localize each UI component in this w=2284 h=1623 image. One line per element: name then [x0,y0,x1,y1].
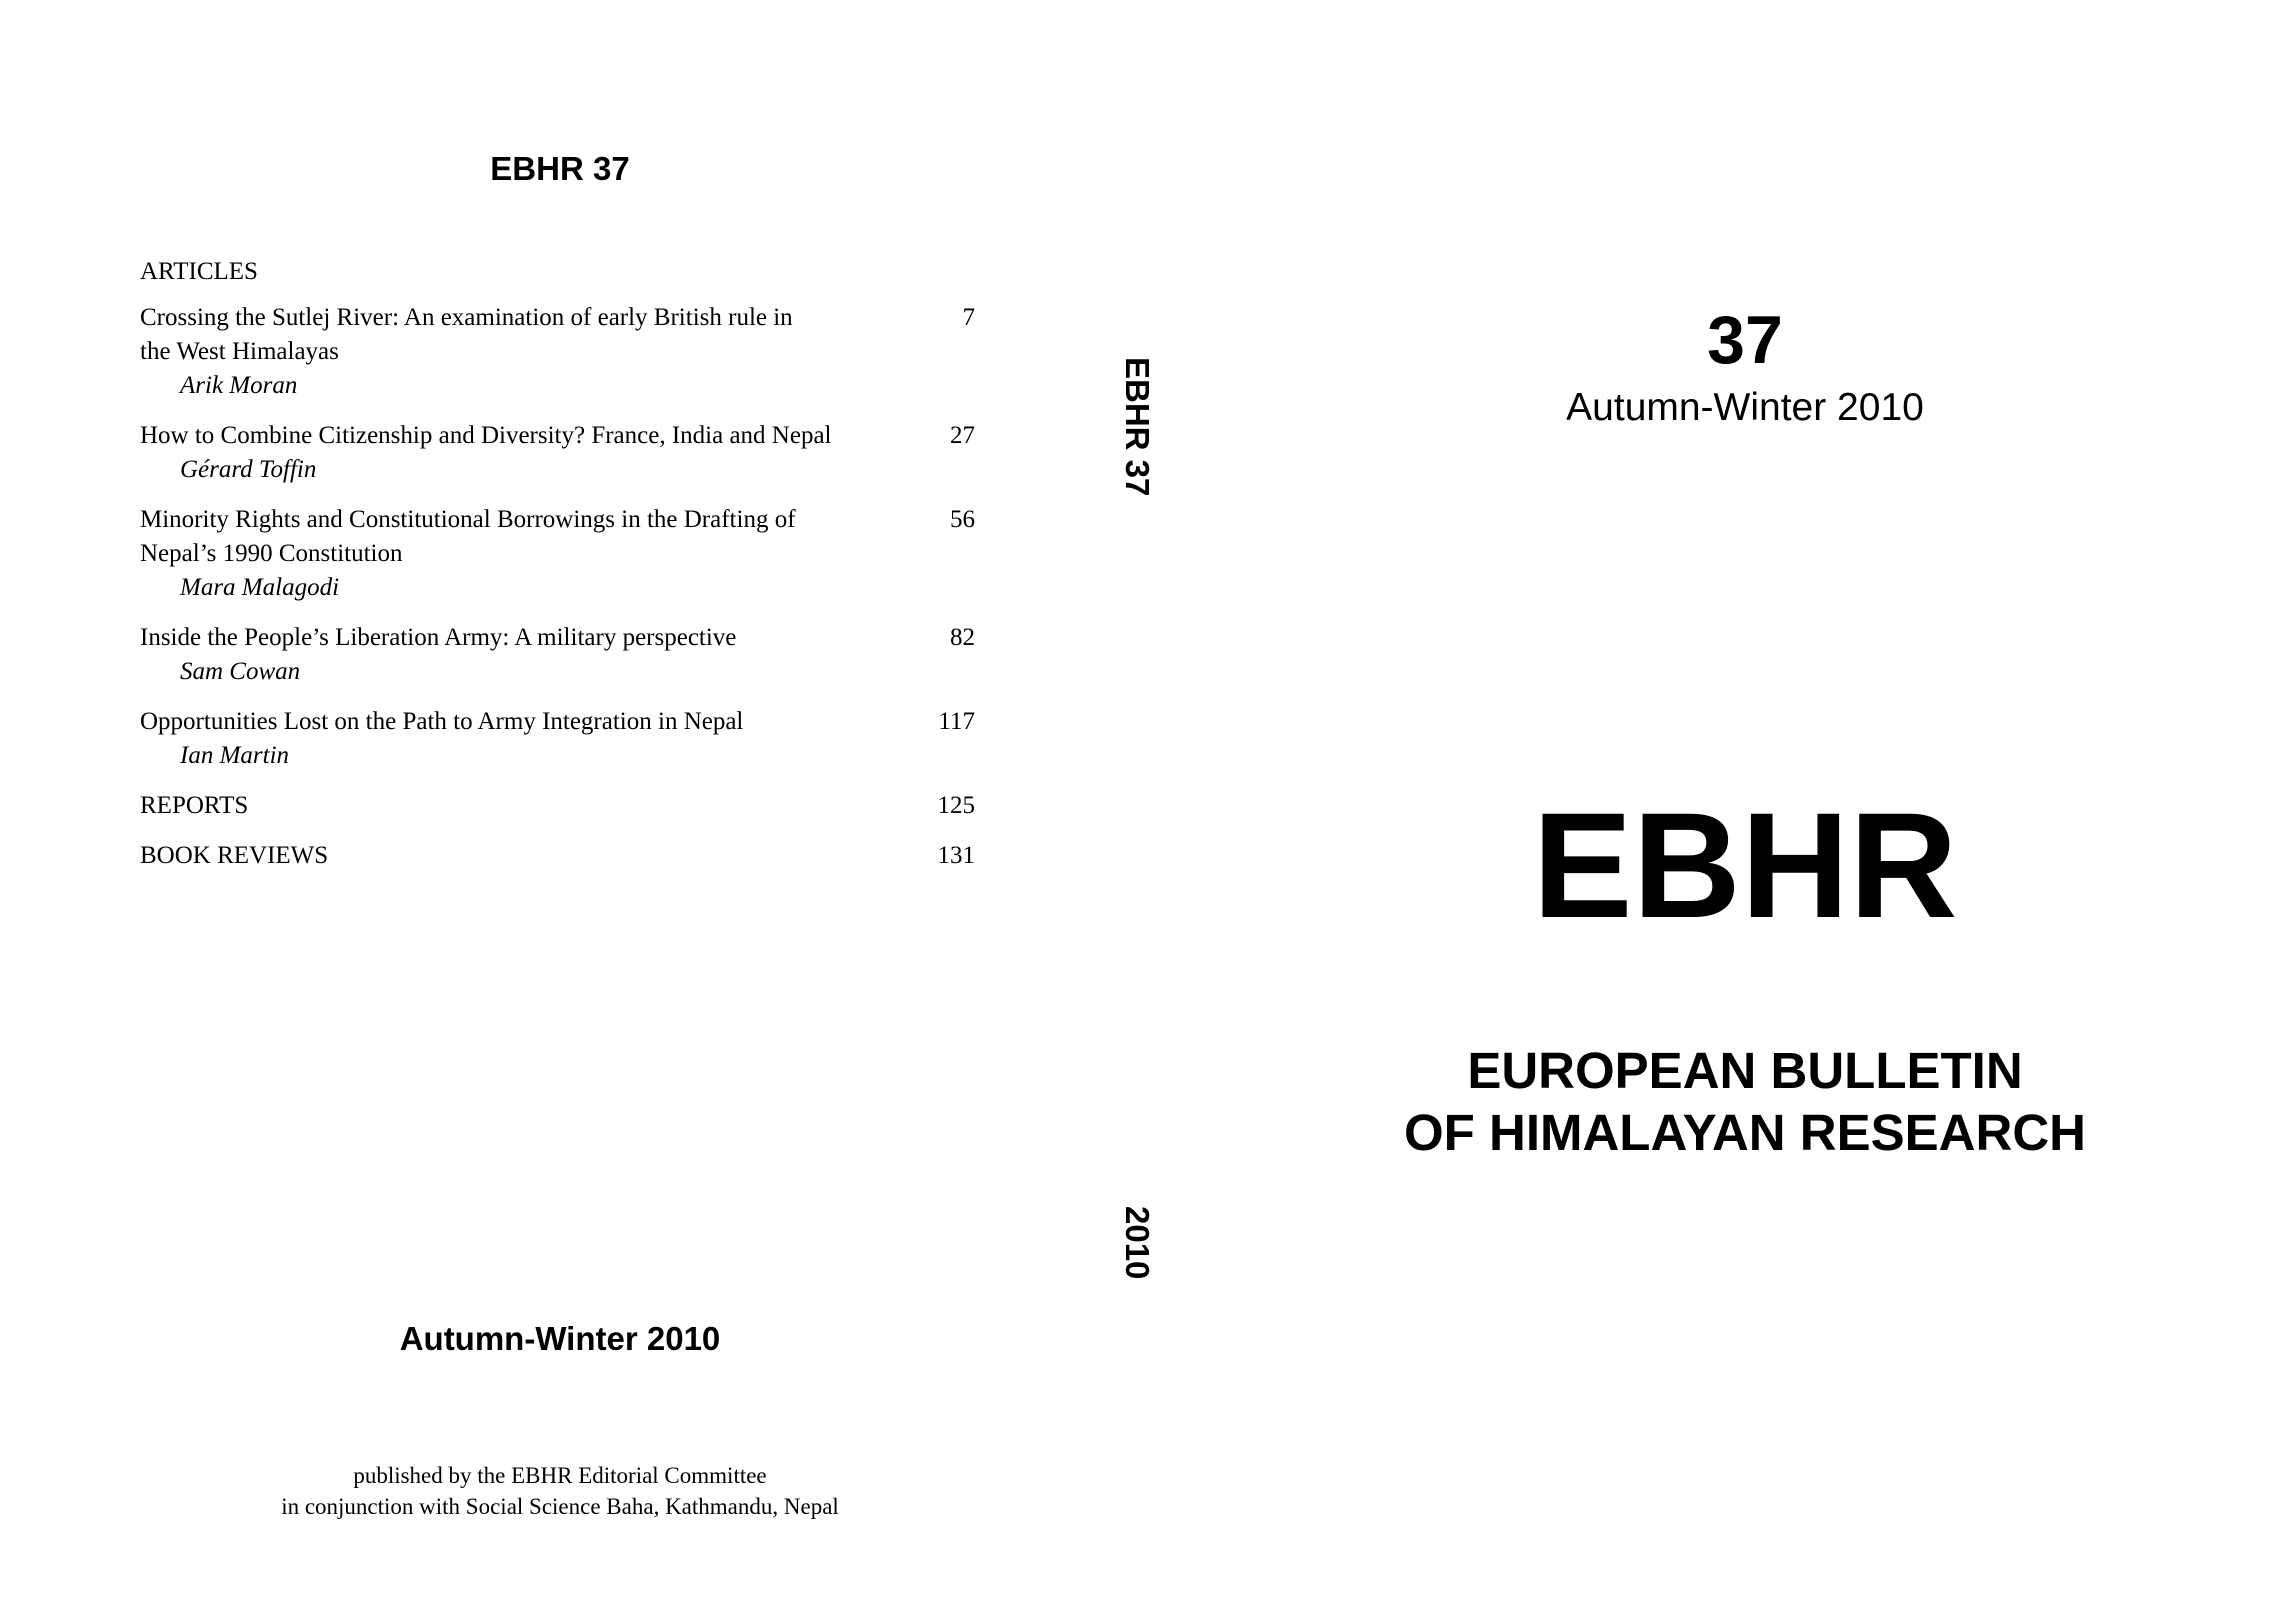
toc-book-reviews-page: 131 [937,842,975,869]
toc-entry [140,301,975,403]
toc-entry-title-line2: Nepal’s 1990 Constitution [140,540,403,567]
toc-reports-label: REPORTS [140,792,249,819]
toc-entry-author: Ian Martin [180,742,290,769]
toc-entry-page: 56 [950,506,975,533]
toc-entry-page: 82 [950,624,975,651]
toc-entry [140,621,975,689]
toc-entry-author: Sam Cowan [180,658,301,685]
publisher-line1: published by the EBHR Editorial Committee [353,1463,767,1488]
front-season: Autumn-Winter 2010 [1566,386,1924,429]
toc-articles-heading: ARTICLES [140,258,258,285]
publisher-info [140,1460,980,1522]
toc-book-reviews-label: BOOK REVIEWS [140,842,329,869]
toc-entry [140,705,975,773]
spine-year: 2010 [1119,1206,1156,1280]
toc-entry [140,419,975,487]
toc-entry-title-line1: How to Combine Citizenship and Diversity? France, India and Nepal [140,422,832,449]
publisher-line2: in conjunction with Social Science Baha, Kathmandu, Nepal [281,1494,839,1519]
toc-entry-author: Gérard Toffin [180,456,317,483]
toc-entry-title-line1: Minority Rights and Constitutional Borrowings in the Drafting of [140,506,796,533]
toc-reports-page: 125 [937,792,975,819]
spine-title: EBHR 37 [1119,357,1156,497]
toc-entry-author: Mara Malagodi [180,574,340,601]
toc-entry [140,503,975,605]
table-of-contents [140,255,975,889]
toc-entry-author: Arik Moran [180,372,298,399]
toc-entry-page: 27 [950,422,975,449]
toc-reports [140,789,975,823]
toc-entry-page: 7 [962,304,975,331]
toc-book-reviews [140,839,975,873]
back-cover-season: Autumn-Winter 2010 [399,1320,721,1357]
front-issue-number: 37 [1707,302,1783,378]
front-full-name [1310,1040,2180,1164]
toc-entry-title-line1: Crossing the Sutlej River: An examination of early British rule in [140,304,793,331]
front-full-name-line2: OF HIMALAYAN RESEARCH [1404,1104,2086,1161]
toc-entry-title-line1: Inside the People’s Liberation Army: A military perspective [140,624,737,651]
toc-entry-title-line1: Opportunities Lost on the Path to Army Integration in Nepal [140,708,744,735]
toc-entry-page: 117 [938,708,975,735]
front-full-name-line1: EUROPEAN BULLETIN [1467,1042,2023,1099]
back-cover-title: EBHR 37 [490,150,630,187]
front-acronym: EBHR [1532,781,1958,949]
toc-entry-title-line2: the West Himalayas [140,338,339,365]
